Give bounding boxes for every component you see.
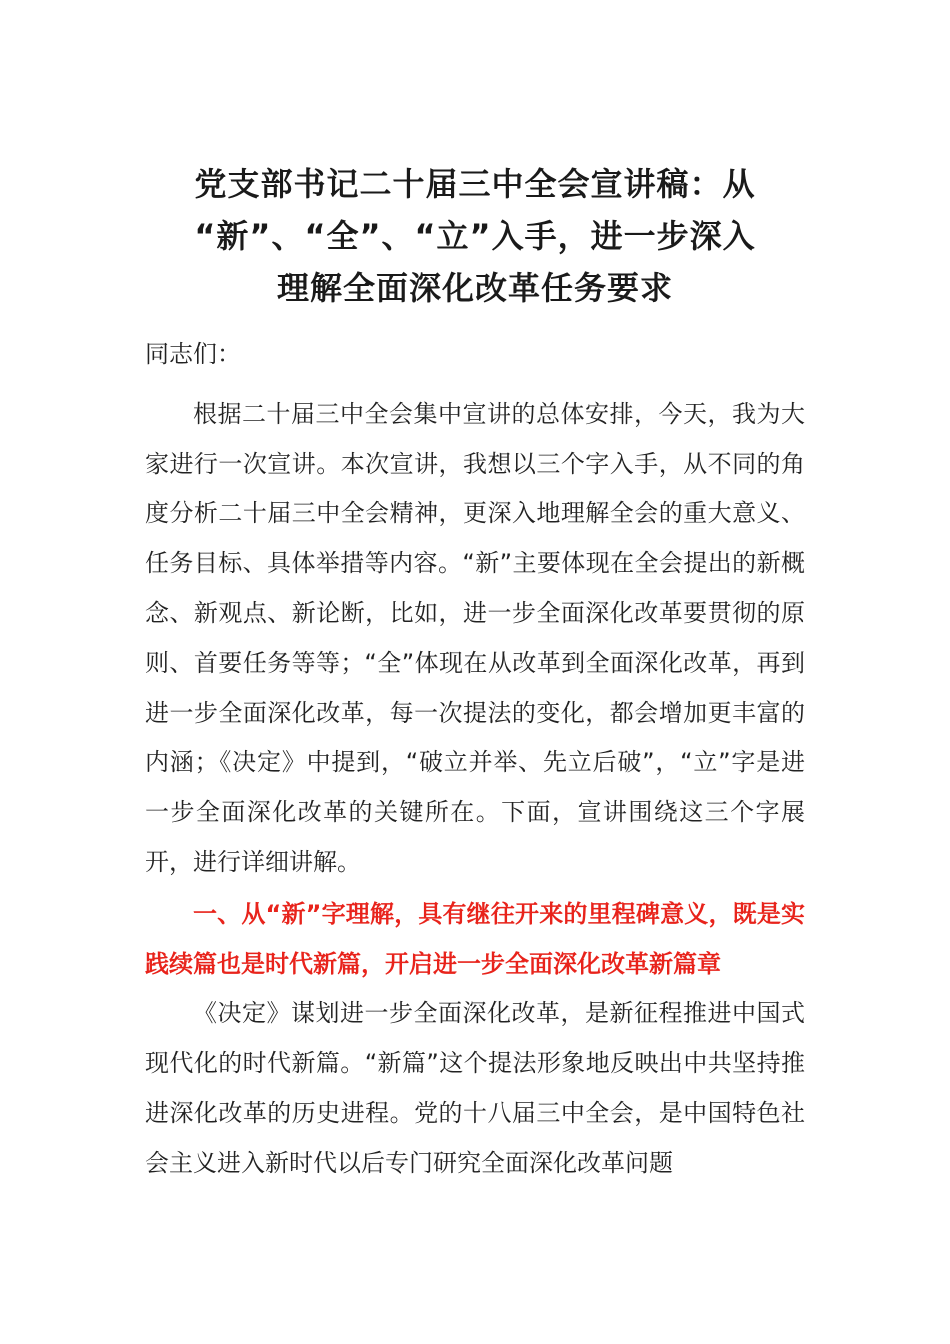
section-1-heading: 一、从“新”字理解，具有继往开来的里程碑意义，既是实践续篇也是时代新篇，开启进一步全面深化改革新篇章 <box>145 899 805 978</box>
section-1-paragraph: 《决定》谋划进一步全面深化改革，是新征程推进中国式现代化的时代新篇。“新篇”这个提法形象地反映出中共坚持推进深化改革的历史进程。党的十八届三中全会，是中国特色社会主义进入新时代以后专门研究全面深化改革问题 <box>145 999 805 1177</box>
document-title <box>130 158 820 314</box>
document-body <box>145 330 805 1189</box>
greeting-text: 同志们： <box>145 340 241 368</box>
title-line-3: 理解全面深化改革任务要求 <box>276 269 673 307</box>
title-line-2: “新”、“全”、“立”入手，进一步深入 <box>194 217 756 255</box>
intro-paragraph: 根据二十届三中全会集中宣讲的总体安排，今天，我为大家进行一次宣讲。本次宣讲，我想以三个字入手，从不同的角度分析二十届三中全会精神，更深入地理解全会的重大意义、任务目标、具体举措等内容。“新”主要体现在全会提出的新概念、新观点、新论断，比如，进一步全面深化改革要贯彻的原则、首要任务等等；“全”体现在从改革到全面深化改革，再到进一步全面深化改革，每一次提法的变化，都会增加更丰富的内涵；《决定》中提到，“破立并举、先立后破”，“立”字是进一步全面深化改革的关键所在。下面，宣讲围绕这三个字展开，进行详细讲解。 <box>145 399 805 876</box>
title-line-1: 党支部书记二十届三中全会宣讲稿：从 <box>194 165 756 203</box>
